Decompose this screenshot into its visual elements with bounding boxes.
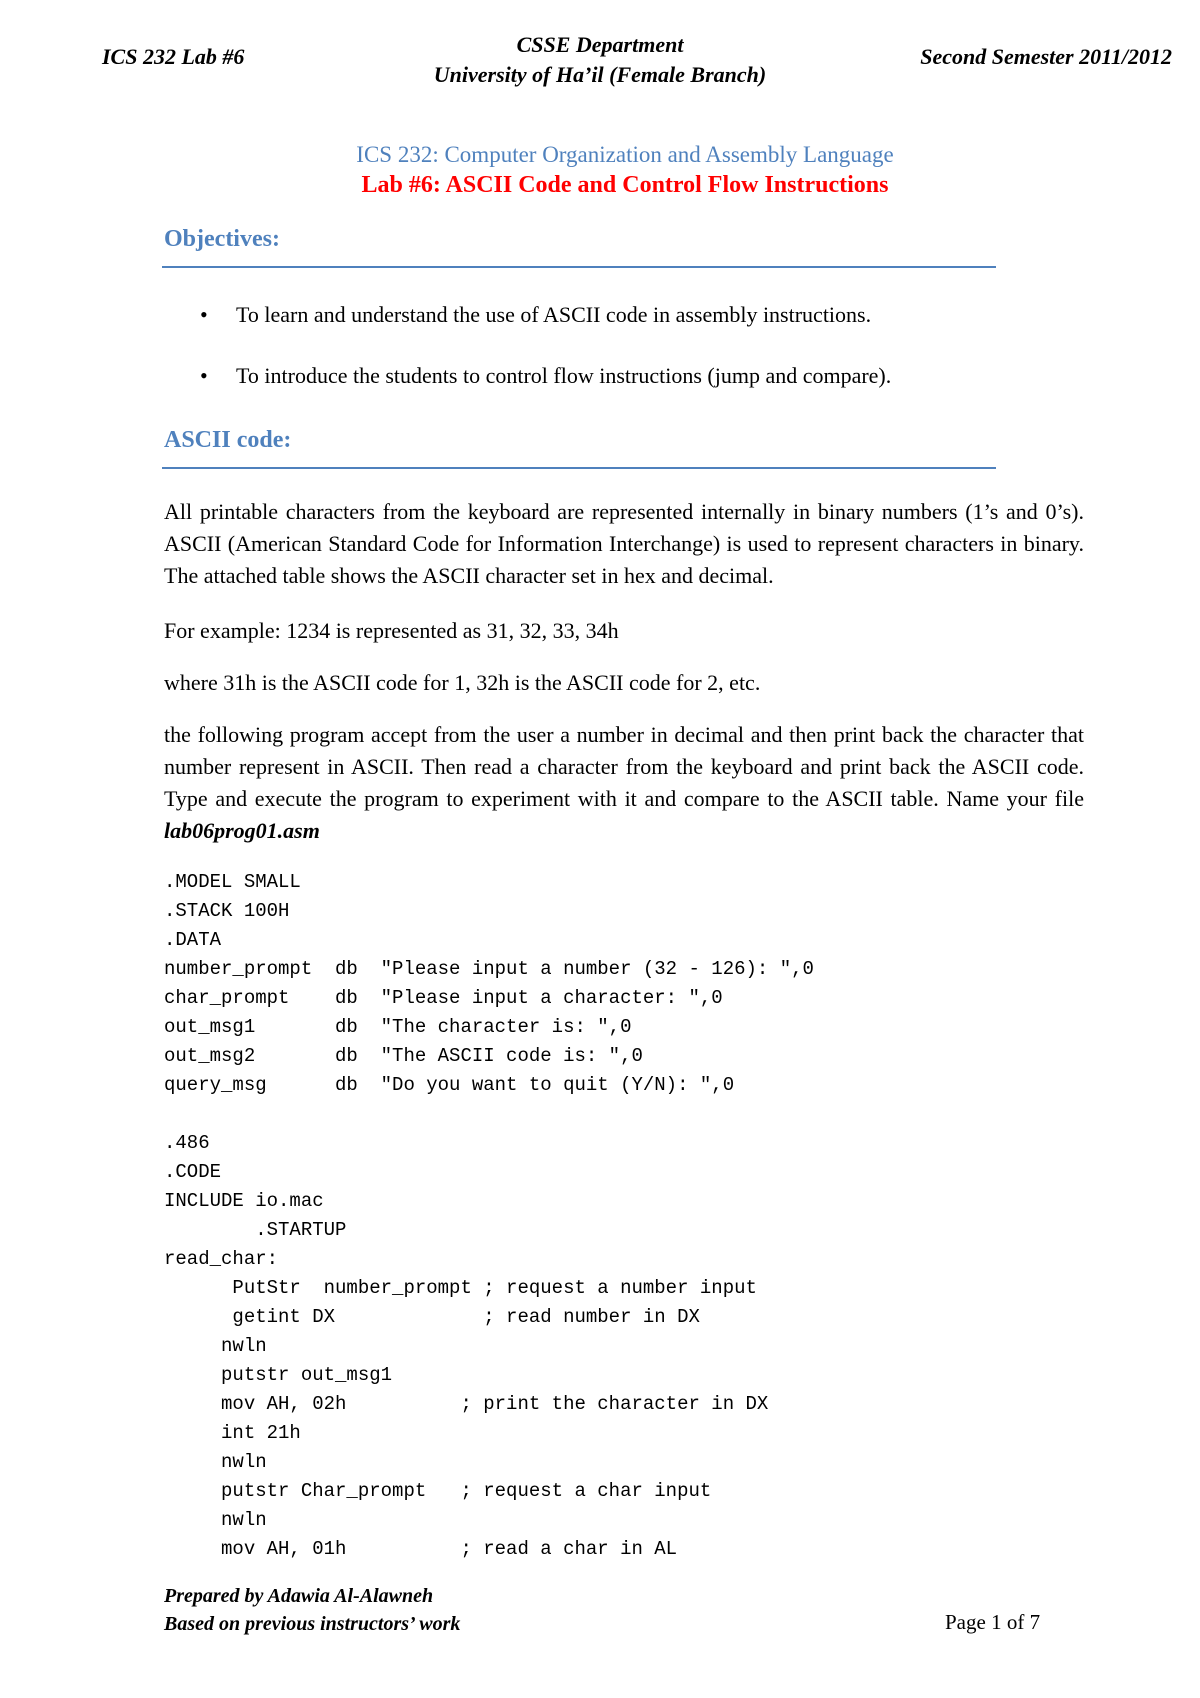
objective-text: To introduce the students to control flow instructions (jump and compare).: [236, 363, 892, 388]
ascii-rule: [162, 467, 996, 469]
code-line: putstr Char_prompt ; request a char input: [164, 1480, 712, 1502]
lab-title: Lab #6: ASCII Code and Control Flow Instructions: [361, 172, 889, 198]
example-paragraph: For example: 1234 is represented as 31, 32, 33, 34h: [164, 618, 619, 643]
footer-based-on: Based on previous instructors’ work: [164, 1613, 461, 1635]
code-line: int 21h: [164, 1422, 301, 1444]
code-line: .MODEL SMALL: [164, 871, 301, 893]
footer-prepared-by: Prepared by Adawia Al-Alawneh: [164, 1585, 434, 1607]
code-line: nwln: [164, 1451, 267, 1473]
footer-credits: [164, 1582, 460, 1638]
ascii-intro-paragraph: All printable characters from the keyboard are represented internally in binary numbers (1’s and 0’s). ASCII (American Standard Code for Information Interchange) is used to represent characters in binary. The attached table shows the ASCII character set in hex and decimal.: [164, 499, 1084, 588]
assembly-code-listing: [164, 868, 814, 1564]
code-line: out_msg2 db "The ASCII code is: ",0: [164, 1045, 643, 1067]
code-line: .DATA: [164, 929, 222, 951]
code-line: mov AH, 02h ; print the character in DX: [164, 1393, 769, 1415]
program-filename: lab06prog01.asm: [164, 818, 320, 843]
objective-text: To learn and understand the use of ASCII code in assembly instructions.: [236, 302, 872, 327]
header-department-line: CSSE Department: [516, 32, 684, 57]
code-line: PutStr number_prompt ; request a number input: [164, 1277, 757, 1299]
code-line: putstr out_msg1: [164, 1364, 393, 1386]
objectives-heading: Objectives:: [164, 226, 280, 252]
page-number: Page 1 of 7: [945, 1610, 1041, 1634]
program-description: [164, 719, 1084, 847]
code-line: nwln: [164, 1509, 267, 1531]
code-line: .486: [164, 1132, 210, 1154]
header-lab-label: ICS 232 Lab #6: [102, 44, 245, 69]
code-line: read_char:: [164, 1248, 279, 1270]
header-university-line: University of Ha’il (Female Branch): [433, 62, 767, 87]
bullet-icon: •: [200, 363, 208, 388]
code-line: number_prompt db "Please input a number (32 - 126): ",0: [164, 958, 814, 980]
course-title: ICS 232: Computer Organization and Assembly Language: [356, 142, 894, 167]
code-line: mov AH, 01h ; read a char in AL: [164, 1538, 678, 1560]
ascii-heading: ASCII code:: [164, 427, 292, 453]
code-line: query_msg db "Do you want to quit (Y/N): ",0: [164, 1074, 735, 1096]
code-line: .STACK 100H: [164, 900, 290, 922]
code-line: [164, 1100, 814, 1129]
code-line: getint DX ; read number in DX: [164, 1306, 700, 1328]
code-line: nwln: [164, 1335, 267, 1357]
code-line: INCLUDE io.mac: [164, 1190, 324, 1212]
example-explanation: where 31h is the ASCII code for 1, 32h is the ASCII code for 2, etc.: [164, 670, 761, 695]
code-line: .STARTUP: [164, 1219, 347, 1241]
code-line: char_prompt db "Please input a character: ",0: [164, 987, 723, 1009]
program-description-text: the following program accept from the user a number in decimal and then print back the character that number represent in ASCII. Then read a character from the keyboard and print back the ASCII code. Type and execute the program to experiment with it and compare to the ASCII table. Name your file: [164, 722, 1084, 811]
header-semester: Second Semester 2011/2012: [920, 44, 1172, 69]
objectives-rule: [162, 266, 996, 268]
bullet-icon: •: [200, 302, 208, 327]
code-line: .CODE: [164, 1161, 222, 1183]
code-line: out_msg1 db "The character is: ",0: [164, 1016, 632, 1038]
